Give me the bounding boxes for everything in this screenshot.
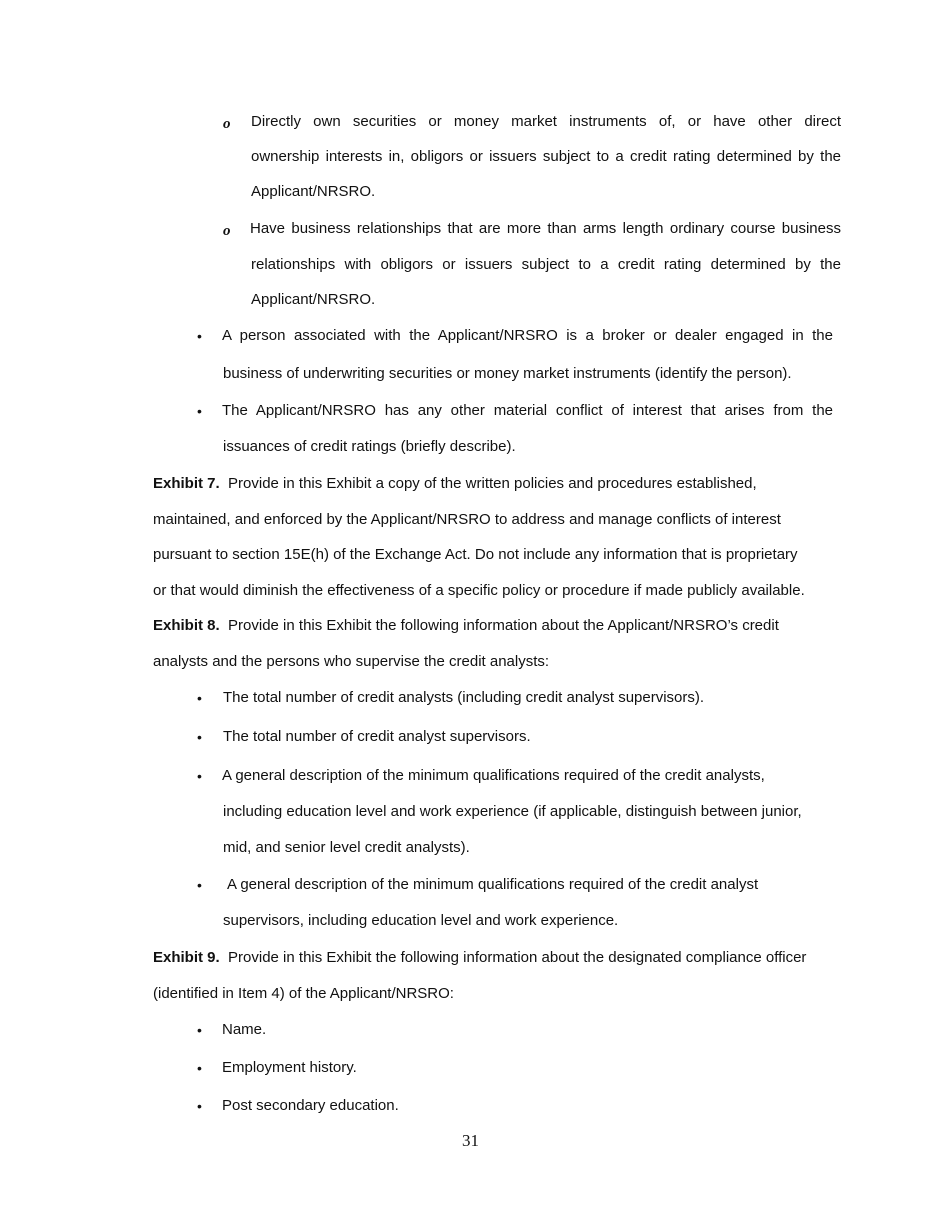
bullet-marker: • [197, 729, 202, 745]
exhibit-8-line: analysts and the persons who supervise the credit analysts: [153, 653, 550, 670]
bullet-marker: • [197, 403, 202, 419]
exhibit-7-label: Exhibit 7. [153, 475, 220, 492]
sub-bullet-marker: o [223, 223, 231, 239]
bullet-line: including education level and work experience (if applicable, distinguish between junior, [223, 803, 802, 820]
sub-item-line: Applicant/NRSRO. [251, 183, 376, 200]
exhibit-7-line: pursuant to section 15E(h) of the Exchange Act. Do not include any information that is proprietary [153, 546, 798, 563]
bullet-line: Employment history. [222, 1059, 357, 1076]
bullet-line: A person associated with the Applicant/NRSRO is a broker or dealer engaged in the [222, 327, 833, 344]
exhibit-7-line: or that would diminish the effectiveness of a specific policy or procedure if made publicly available. [153, 582, 805, 599]
bullet-line: issuances of credit ratings (briefly describe). [223, 438, 516, 455]
sub-item-line: Directly own securities or money market instruments of, or have other direct [251, 113, 841, 130]
bullet-marker: • [197, 768, 202, 784]
bullet-marker: • [197, 1022, 202, 1038]
exhibit-8-text: Provide in this Exhibit the following information about the Applicant/NRSRO’s credit [228, 617, 779, 634]
sub-bullet-marker: o [223, 116, 231, 132]
exhibit-9-text: Provide in this Exhibit the following information about the designated compliance officer [228, 949, 807, 966]
exhibit-7-line: maintained, and enforced by the Applicant/NRSRO to address and manage conflicts of interest [153, 511, 781, 528]
bullet-line: business of underwriting securities or money market instruments (identify the person). [223, 365, 792, 382]
sub-item-line: ownership interests in, obligors or issuers subject to a credit rating determined by the [251, 148, 841, 165]
exhibit-7-line [153, 475, 757, 493]
sub-item-line: relationships with obligors or issuers subject to a credit rating determined by the [251, 256, 841, 273]
bullet-line: The total number of credit analyst supervisors. [223, 728, 531, 745]
page-number: 31 [462, 1131, 479, 1150]
bullet-line: Post secondary education. [222, 1097, 399, 1114]
bullet-line: The total number of credit analysts (including credit analyst supervisors). [223, 689, 705, 706]
sub-item-line: Have business relationships that are more than arms length ordinary course business [250, 220, 841, 237]
bullet-marker: • [197, 1098, 202, 1114]
bullet-marker: • [197, 690, 202, 706]
exhibit-9-line [153, 949, 806, 967]
bullet-marker: • [197, 1060, 202, 1076]
bullet-marker: • [197, 328, 202, 344]
exhibit-7-text: Provide in this Exhibit a copy of the written policies and procedures established, [228, 475, 757, 492]
bullet-line: supervisors, including education level and work experience. [223, 912, 619, 929]
bullet-line: Name. [222, 1021, 267, 1038]
exhibit-9-label: Exhibit 9. [153, 949, 220, 966]
exhibit-8-label: Exhibit 8. [153, 617, 220, 634]
bullet-line: A general description of the minimum qualifications required of the credit analyst [227, 876, 759, 893]
exhibit-8-line [153, 617, 779, 635]
bullet-line: The Applicant/NRSRO has any other material conflict of interest that arises from the [222, 402, 833, 419]
bullet-line: A general description of the minimum qualifications required of the credit analysts, [222, 767, 765, 784]
exhibit-9-line: (identified in Item 4) of the Applicant/NRSRO: [153, 985, 454, 1002]
bullet-marker: • [197, 877, 202, 893]
bullet-line: mid, and senior level credit analysts). [223, 839, 470, 856]
sub-item-line: Applicant/NRSRO. [251, 291, 376, 308]
